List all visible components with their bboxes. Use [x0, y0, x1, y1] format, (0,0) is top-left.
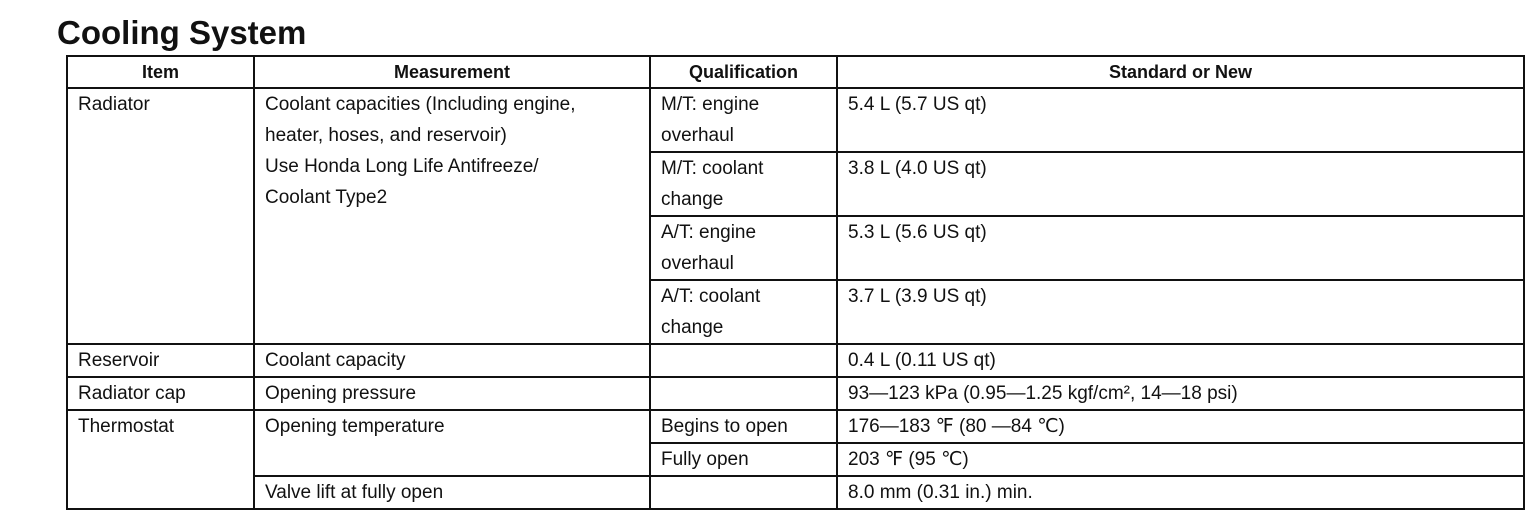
standard-cell: 0.4 L (0.11 US qt) — [837, 344, 1524, 377]
standard-cell: 3.7 L (3.9 US qt) — [837, 280, 1524, 344]
item-cell-radiator: Radiator — [67, 88, 254, 344]
item-cell-thermostat: Thermostat — [67, 410, 254, 509]
item-cell-radiator-cap: Radiator cap — [67, 377, 254, 410]
table-row — [67, 476, 1524, 509]
qualification-cell: A/T: coolant change — [650, 280, 837, 344]
item-cell-reservoir: Reservoir — [67, 344, 254, 377]
standard-cell: 93—123 kPa (0.95—1.25 kgf/cm², 14—18 psi) — [837, 377, 1524, 410]
measurement-line: Use Honda Long Life Antifreeze/ — [265, 156, 539, 177]
measurement-line: heater, hoses, and reservoir) — [265, 125, 507, 146]
measurement-cell: Valve lift at fully open — [254, 476, 650, 509]
standard-cell: 8.0 mm (0.31 in.) min. — [837, 476, 1524, 509]
column-header-standard: Standard or New — [837, 56, 1524, 88]
standard-cell: 5.4 L (5.7 US qt) — [837, 88, 1524, 152]
standard-cell: 5.3 L (5.6 US qt) — [837, 216, 1524, 280]
measurement-cell-radiator — [254, 88, 650, 344]
qualification-cell: Fully open — [650, 443, 837, 476]
table-row — [67, 377, 1524, 410]
cooling-system-spec-table — [66, 55, 1525, 510]
measurement-cell: Opening pressure — [254, 377, 650, 410]
qualification-cell: M/T: coolant change — [650, 152, 837, 216]
page-title: Cooling System — [57, 14, 307, 51]
table-row — [67, 410, 1524, 443]
column-header-qualification: Qualification — [650, 56, 837, 88]
standard-cell: 176—183 ℉ (80 —84 ℃) — [837, 410, 1524, 443]
column-header-item: Item — [67, 56, 254, 88]
standard-cell: 203 ℉ (95 ℃) — [837, 443, 1524, 476]
measurement-cell: Coolant capacity — [254, 344, 650, 377]
qualification-cell: A/T: engine overhaul — [650, 216, 837, 280]
qualification-cell — [650, 377, 837, 410]
qualification-cell — [650, 344, 837, 377]
measurement-cell: Opening temperature — [254, 410, 650, 476]
measurement-line: Coolant Type2 — [265, 187, 388, 208]
qualification-cell: Begins to open — [650, 410, 837, 443]
qualification-cell: M/T: engine overhaul — [650, 88, 837, 152]
table-row — [67, 344, 1524, 377]
measurement-line: Coolant capacities (Including engine, — [265, 94, 576, 115]
table-header-row — [67, 56, 1524, 88]
qualification-cell — [650, 476, 837, 509]
table-row — [67, 88, 1524, 152]
column-header-measurement: Measurement — [254, 56, 650, 88]
standard-cell: 3.8 L (4.0 US qt) — [837, 152, 1524, 216]
